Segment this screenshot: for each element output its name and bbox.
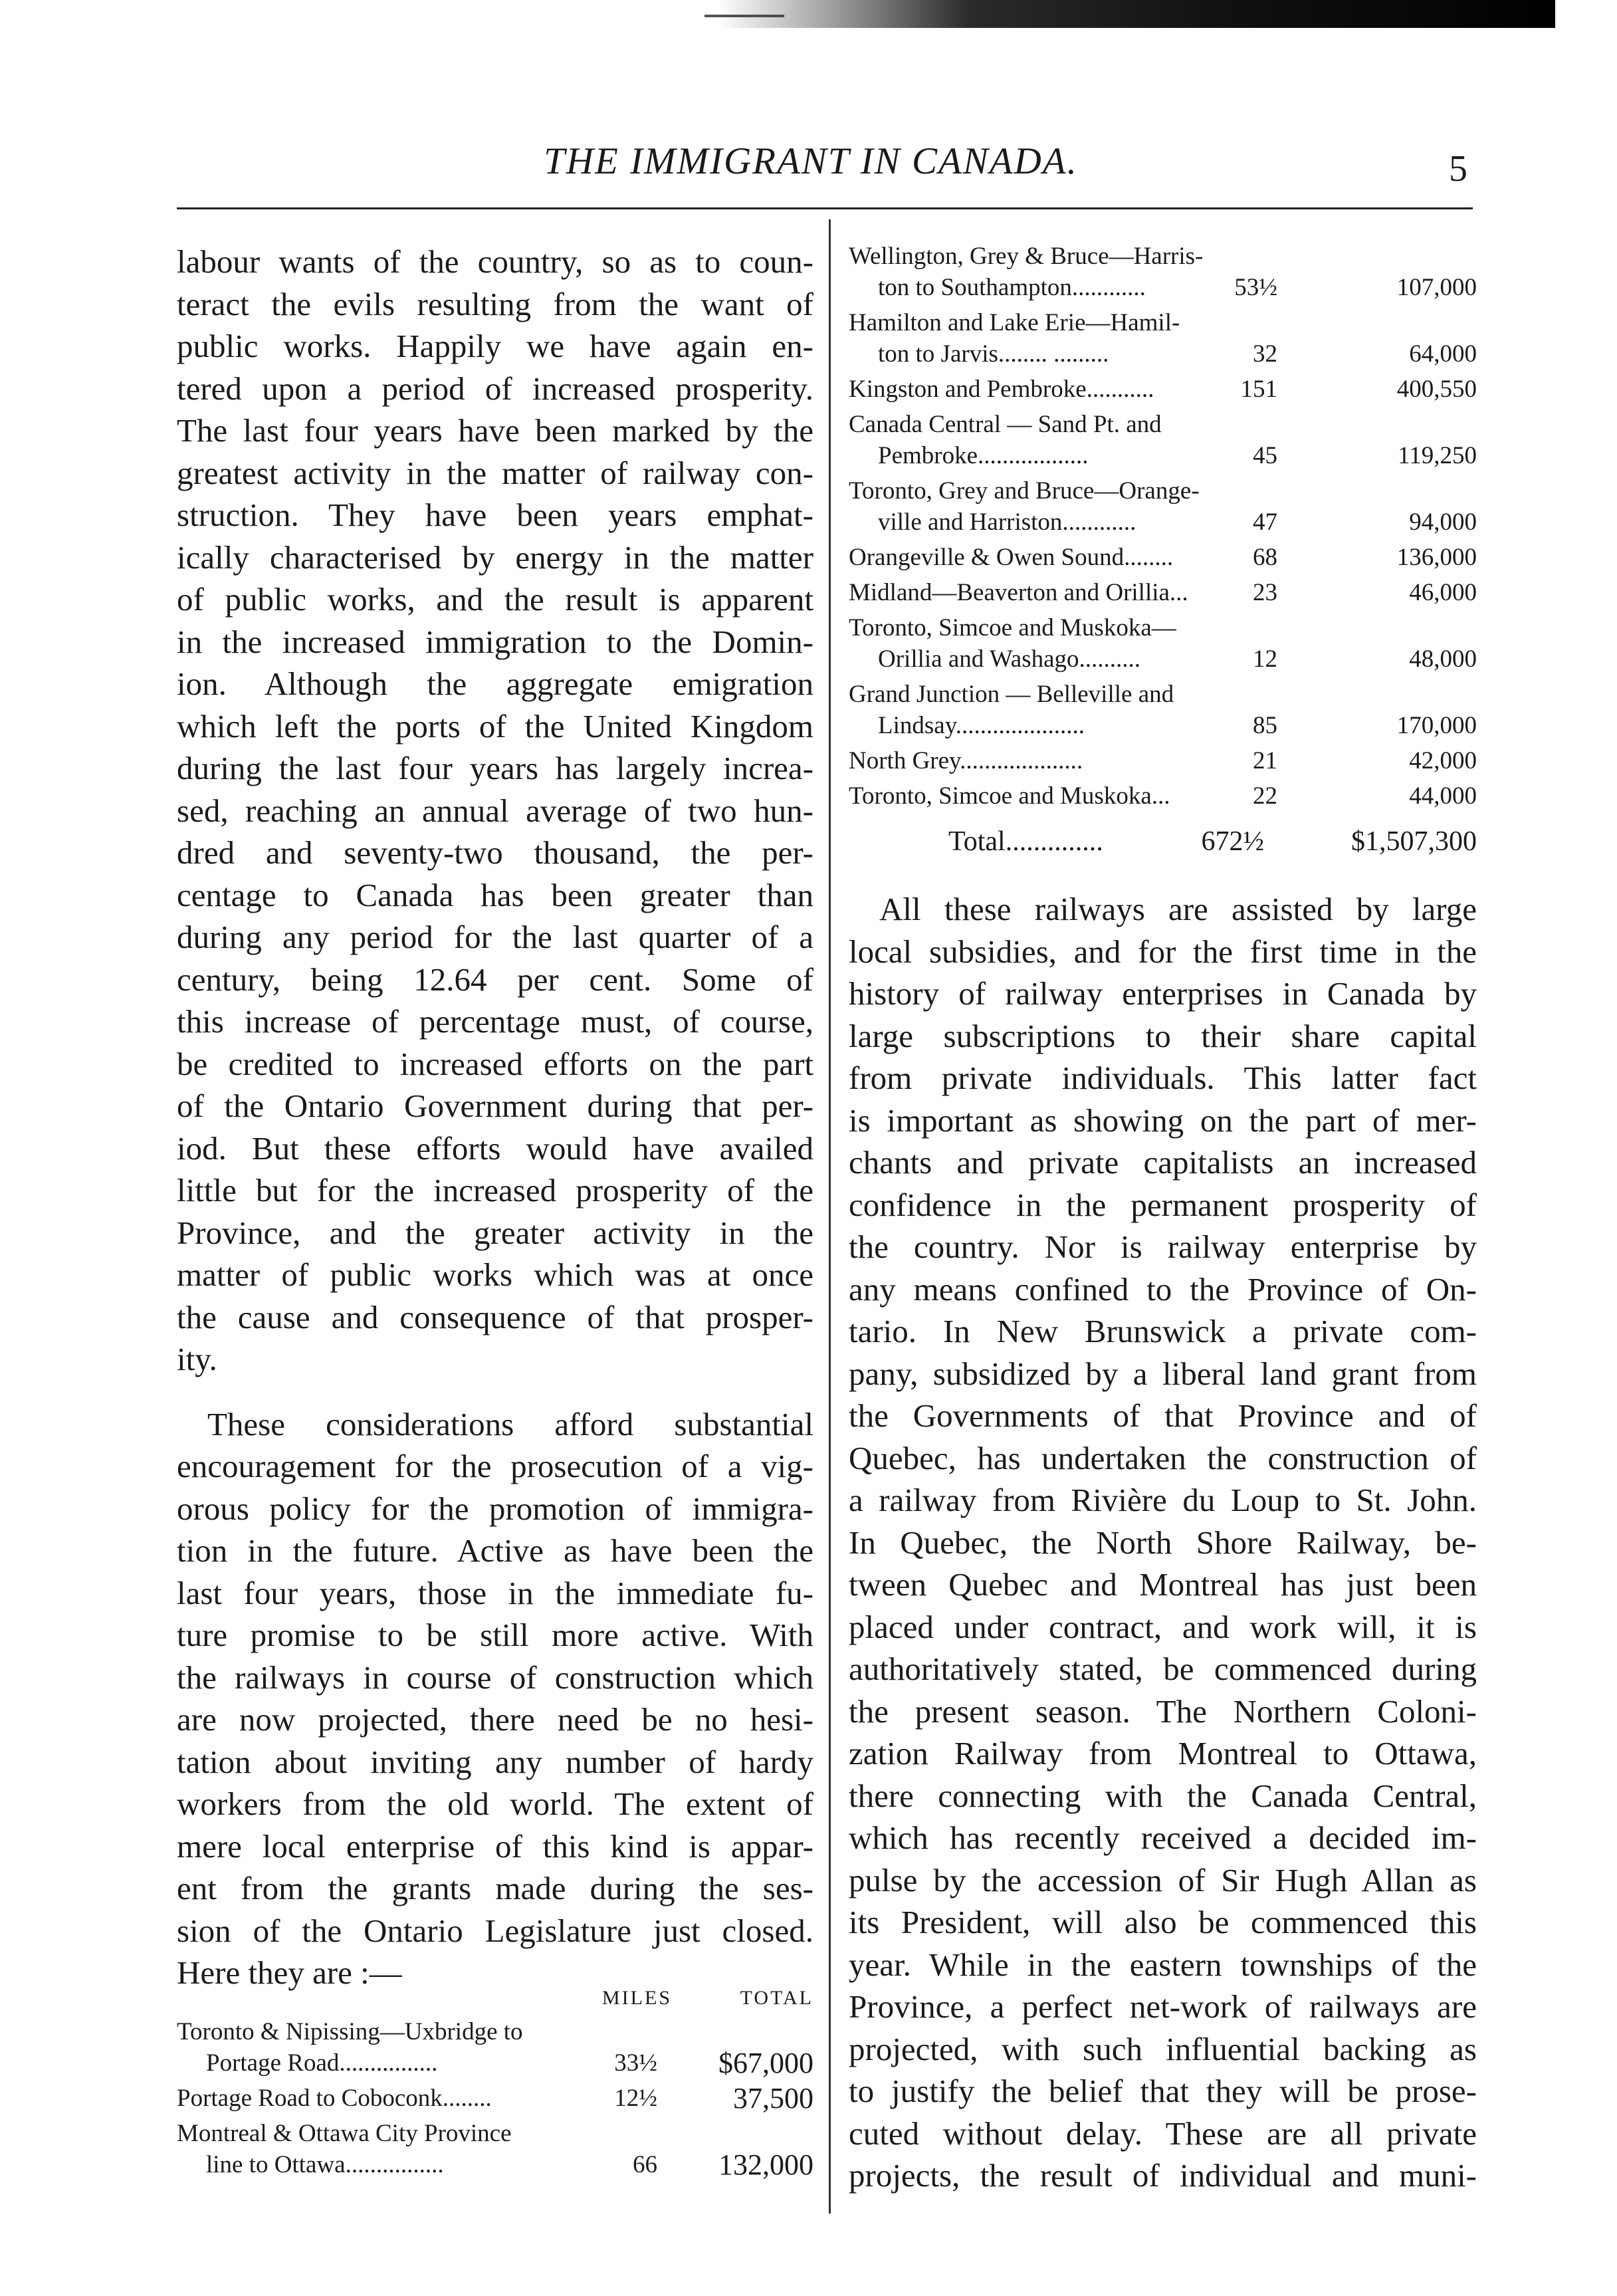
railway-table-continued [849, 241, 1477, 865]
route-name: Portage Road to Coboconk........ [177, 2085, 492, 2112]
table-row [849, 475, 1477, 538]
total-amount: $1,507,300 [1351, 826, 1477, 857]
text-line: tation about inviting any number of hardy [177, 1743, 813, 1780]
paragraph [849, 888, 1477, 2197]
text-line: the present season. The Northern Coloni- [849, 1692, 1477, 1730]
text-line: pulse by the accession of Sir Hugh Allan as [849, 1861, 1477, 1898]
total-label: Total.............. [948, 826, 1103, 857]
header-rule [177, 207, 1473, 209]
miles-value: 66 [633, 2151, 657, 2178]
route-name-cont: Portage Road................ [206, 2049, 438, 2077]
text-line: local subsidies, and for the first time in the [849, 933, 1477, 970]
total-value: 136,000 [1396, 544, 1477, 571]
row-line [177, 2149, 813, 2180]
row-line [849, 745, 1477, 776]
text-line: year. While in the eastern townships of the [849, 1946, 1477, 1983]
text-line: chants and private capitalists an increased [849, 1144, 1477, 1181]
route-name: Orangeville & Owen Sound........ [849, 544, 1174, 571]
table-row [849, 374, 1477, 405]
page-number: 5 [1449, 148, 1467, 189]
row-line [177, 2083, 813, 2114]
total-value: 94,000 [1409, 509, 1477, 536]
text-line: projects, the result of individual and muni- [849, 2157, 1477, 2194]
row-line [849, 507, 1477, 538]
route-name: Canada Central — Sand Pt. and [849, 411, 1162, 438]
text-line: ture promise to be still more active. With [177, 1617, 813, 1653]
total-miles: 672½ [1201, 826, 1264, 857]
route-name: Toronto & Nipissing—Uxbridge to [177, 2018, 523, 2045]
text-line: dred and seventy-two thousand, the per- [177, 834, 813, 871]
route-name-cont: Lindsay..................... [878, 712, 1085, 739]
row-line [849, 542, 1477, 573]
text-line: Province, a perfect net-work of railways are [849, 1988, 1477, 2025]
text-line: the Governments of that Province and of [849, 1397, 1477, 1434]
railway-table [177, 1984, 813, 2184]
column-divider [829, 219, 831, 2214]
left-column-text [177, 241, 813, 1994]
text-line: zation Railway from Montreal to Ottawa, [849, 1735, 1477, 1772]
table-row [849, 780, 1477, 812]
miles-value: 12 [1253, 645, 1277, 673]
table-row [177, 2016, 813, 2079]
total-value: $67,000 [718, 2047, 813, 2079]
table-row [849, 542, 1477, 573]
text-line: from private individuals. This latter fact [849, 1060, 1477, 1096]
route-name: Toronto, Simcoe and Muskoka... [849, 782, 1170, 810]
text-line: century, being 12.64 per cent. Some of [177, 961, 813, 998]
row-line [849, 241, 1477, 272]
right-column-text [849, 888, 1477, 2197]
text-line: the country. Nor is railway enterprise by [849, 1228, 1477, 1265]
total-value: 132,000 [718, 2148, 813, 2181]
text-line: All these railways are assisted by large [879, 891, 1477, 927]
table-row [849, 679, 1477, 741]
table-row [849, 241, 1477, 303]
text-line: during any period for the last quarter of a [177, 919, 813, 955]
row-line [849, 679, 1477, 710]
text-line: are now projected, there need be no hesi- [177, 1701, 813, 1738]
total-value: 37,500 [733, 2082, 813, 2115]
total-value: 107,000 [1396, 274, 1477, 301]
row-line [849, 409, 1477, 440]
text-line: during the last four years has largely increa- [177, 750, 813, 786]
table-header [177, 1984, 813, 2016]
text-line: of public works, and the result is apparent [177, 581, 813, 618]
table-row [849, 577, 1477, 608]
total-value: 44,000 [1409, 782, 1477, 810]
row-line [849, 272, 1477, 303]
column-header-miles: MILES [602, 1987, 672, 2009]
text-line: ion. Although the aggregate emigration [177, 665, 813, 702]
text-line: a railway from Rivière du Loup to St. John. [849, 1482, 1477, 1518]
miles-value: 85 [1253, 712, 1277, 739]
text-line: tered upon a period of increased prosperity. [177, 370, 813, 407]
miles-value: 151 [1240, 376, 1277, 403]
text-line: teract the evils resulting from the want of [177, 285, 813, 322]
miles-value: 22 [1253, 782, 1277, 810]
table-row [849, 307, 1477, 370]
text-line: any means confined to the Province of On- [849, 1270, 1477, 1308]
text-line: there connecting with the Canada Central, [849, 1777, 1477, 1814]
text-line: ically characterised by energy in the matter [177, 538, 813, 576]
text-line: struction. They have been years emphat- [177, 497, 813, 533]
route-name-cont: ton to Jarvis........ ......... [878, 340, 1109, 368]
text-line: is important as showing on the part of mer- [849, 1101, 1477, 1139]
table-row [177, 2083, 813, 2114]
route-name: Kingston and Pembroke........... [849, 376, 1154, 403]
text-line: sed, reaching an annual average of two hun- [177, 792, 813, 829]
total-value: 42,000 [1409, 747, 1477, 774]
text-line: orous policy for the promotion of immigra- [177, 1490, 813, 1527]
route-name-cont: line to Ottawa................ [206, 2151, 444, 2178]
row-line [849, 440, 1477, 471]
route-name: Toronto, Simcoe and Muskoka— [849, 614, 1176, 641]
text-line: authoritatively stated, be commenced during [849, 1651, 1477, 1687]
text-line: confidence in the permanent prosperity of [849, 1186, 1477, 1223]
row-line [849, 475, 1477, 507]
row-line [177, 2118, 813, 2149]
miles-value: 53½ [1234, 274, 1277, 301]
text-line: Here they are :— [177, 1954, 402, 1991]
text-line: centage to Canada has been greater than [177, 876, 813, 913]
text-line: to justify the belief that they will be prose- [849, 2073, 1477, 2109]
total-value: 48,000 [1409, 645, 1477, 673]
total-value: 400,550 [1396, 376, 1477, 403]
text-line: iod. But these efforts would have availed [177, 1129, 813, 1167]
text-line: cuted without delay. These are all private [849, 2115, 1477, 2152]
text-line: public works. Happily we have again en- [177, 328, 813, 364]
paragraph [177, 1403, 813, 1994]
row-line [849, 338, 1477, 370]
miles-value: 32 [1253, 340, 1277, 368]
text-line: little but for the increased prosperity of the [177, 1172, 813, 1208]
text-line: which has recently received a decided im- [849, 1819, 1477, 1856]
miles-value: 23 [1253, 579, 1277, 606]
column-header-total: TOTAL [740, 1987, 813, 2009]
paragraph [177, 241, 813, 1381]
text-line: projected, with such influential backing as [849, 2030, 1477, 2067]
route-name: Grand Junction — Belleville and [849, 681, 1174, 708]
table-total-row [849, 818, 1477, 865]
row-line [849, 374, 1477, 405]
miles-value: 21 [1253, 747, 1277, 774]
text-line: last four years, those in the immediate fu- [177, 1574, 813, 1611]
scan-edge-bar [718, 0, 1555, 28]
text-line: labour wants of the country, so as to coun- [177, 243, 813, 280]
row-line [849, 710, 1477, 741]
text-line: matter of public works which was at once [177, 1256, 813, 1293]
table-row [849, 745, 1477, 776]
table-row [849, 409, 1477, 471]
table-row [177, 2118, 813, 2180]
running-head-title: THE IMMIGRANT IN CANADA. [544, 140, 1078, 182]
text-line: ent from the grants made during the ses- [177, 1870, 813, 1906]
route-name: North Grey.................... [849, 747, 1083, 774]
route-name: Hamilton and Lake Erie—Hamil- [849, 309, 1180, 336]
route-name: Montreal & Ottawa City Province [177, 2120, 512, 2147]
total-value: 64,000 [1409, 340, 1477, 368]
route-name: Wellington, Grey & Bruce—Harris- [849, 243, 1204, 270]
text-line: Province, and the greater activity in the [177, 1214, 813, 1251]
text-line: this increase of percentage must, of course, [177, 1003, 813, 1040]
row-line [849, 577, 1477, 608]
row-line [177, 2047, 813, 2079]
text-line: placed under contract, and work will, it is [849, 1608, 1477, 1645]
text-line: in the increased immigration to the Domin- [177, 623, 813, 660]
table-row [849, 612, 1477, 675]
text-line: tween Quebec and Montreal has just been [849, 1566, 1477, 1603]
row-line [849, 780, 1477, 812]
text-line: tion in the future. Active as have been the [177, 1532, 813, 1569]
text-line: sion of the Ontario Legislature just closed. [177, 1912, 813, 1949]
text-line: encouragement for the prosecution of a vig- [177, 1448, 813, 1484]
miles-value: 68 [1253, 544, 1277, 571]
route-name-cont: Pembroke.................. [878, 442, 1089, 469]
text-line: large subscriptions to their share capital [849, 1017, 1477, 1054]
total-value: 119,250 [1398, 442, 1477, 469]
total-value: 46,000 [1409, 579, 1477, 606]
miles-value: 45 [1253, 442, 1277, 469]
text-line: its President, will also be commenced this [849, 1904, 1477, 1940]
route-name: Toronto, Grey and Bruce—Orange- [849, 477, 1200, 505]
route-name-cont: ville and Harriston............ [878, 509, 1136, 536]
text-line: ity. [177, 1341, 217, 1377]
text-line: be credited to increased efforts on the part [177, 1045, 813, 1082]
route-name-cont: ton to Southampton............ [878, 274, 1146, 301]
row-line [849, 612, 1477, 643]
route-name-cont: Orillia and Washago.......... [878, 645, 1141, 673]
route-name: Midland—Beaverton and Orillia... [849, 579, 1188, 606]
text-line: of the Ontario Government during that per- [177, 1088, 813, 1124]
text-line: mere local enterprise of this kind is appar- [177, 1827, 813, 1865]
text-line: the railways in course of construction which [177, 1659, 813, 1696]
total-value: 170,000 [1396, 712, 1477, 739]
text-line: The last four years have been marked by the [177, 412, 813, 449]
text-line: which left the ports of the United Kingdom [177, 707, 813, 745]
text-line: Quebec, has undertaken the construction of [849, 1439, 1477, 1476]
miles-value: 47 [1253, 509, 1277, 536]
text-line: history of railway enterprises in Canada by [849, 975, 1477, 1012]
miles-value: 33½ [614, 2049, 657, 2077]
text-line: In Quebec, the North Shore Railway, be- [849, 1524, 1477, 1561]
row-line [177, 2016, 813, 2047]
text-line: tario. In New Brunswick a private com- [849, 1313, 1477, 1349]
text-line: greatest activity in the matter of railway con- [177, 454, 813, 491]
miles-value: 12½ [614, 2085, 657, 2112]
text-line: These considerations afford substantial [207, 1405, 813, 1442]
text-line: the cause and consequence of that prosper- [177, 1298, 813, 1335]
row-line [849, 307, 1477, 338]
text-line: workers from the old world. The extent of [177, 1785, 813, 1822]
row-line [849, 643, 1477, 675]
text-line: pany, subsidized by a liberal land grant from [849, 1355, 1477, 1392]
